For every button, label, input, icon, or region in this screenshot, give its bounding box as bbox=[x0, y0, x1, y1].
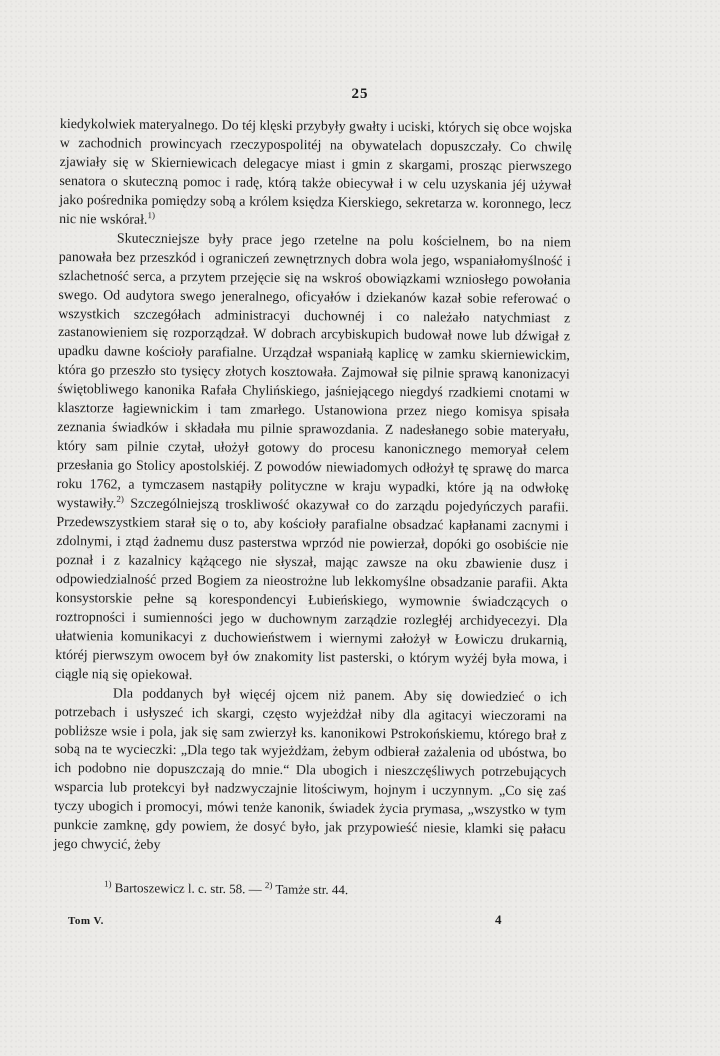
body-text bbox=[54, 116, 572, 860]
page-number: 25 bbox=[351, 86, 369, 102]
signature-mark: Tom V. bbox=[68, 915, 104, 927]
footnote-marker-2: 2) bbox=[264, 880, 273, 891]
footnote-text-1: Bartoszewicz l. c. str. 58. — bbox=[111, 880, 265, 897]
footnote-marker-1: 1) bbox=[103, 878, 112, 889]
footnotes bbox=[104, 880, 564, 900]
paragraph-1: kiedykolwiek materyalnego. Do téj klęski przybyły gwałty i uciski, których się obce wojska w zachodnich prowincyach rzeczypospolitéj na obywatelach dopuszczały. Co chwilę zjawiały się w Skierniewicach delegacye miast i gmin z skargami, prosząc pierwszego senatora o skuteczną pomoc i radę, którą także obiecywał i w celu uzyskania jéj używał jako pośrednika pomiędzy sobą a królem księdza Kierskiego, sekretarza w. koronnego, lecz nic nie wskórał.$^{1)}$ bbox=[59, 116, 572, 228]
footnote-text-2: Tamże str. 44. bbox=[272, 881, 349, 898]
footnote-ref-1: 1) bbox=[147, 209, 156, 220]
sheet-number: 4 bbox=[495, 912, 502, 927]
paragraph-2: Skuteczniejsze były prace jego rzetelne na polu kościelnem, bo na niem panowała bez przeszkód i ograniczeń zewnętrznych dobra wola jego, wspaniałomyślność i szlachetność serca, a przytem przejęcie się na wskroś obowiązkami wzniosłego powołania swego. Od audytora swego jeneralnego, oficyałów i dziekanów kazał sobie referować o wszystkich szczegółach administracyi duchownéj i co należało natychmiast z zastanowieniem się rozporządzał. W dobrach arcybiskupich budował nowe lub dźwigał z upadku dawne kościoły parafialne. Urządzał wspaniałą kaplicę w zamku skierniewickim, która go przeszło sto tysięcy złotych kosztowała. Zajmował się pilnie sprawą kanonizacyi świętobliwego kanonika Rafała Chylińskiego, jaśniejącego niegdyś rzadkiemi cnotami w klasztorze łagiewnickim i tam zmarłego. Ustanowiona przez niego komisya spisała zeznania świadków i składała mu pilnie sprawozdania. Z nadesłanego sobie materyału, który sam pilnie czytał, ułożył gotowy do procesu kanonicznego memoryał celem przesłania go Stolicy apostolskiéj. Z powodów niewiadomych odłożył tę sprawę do marca roku 1762, a tymczasem nastąpiły polityczne w kraju wypadki, które ją na odwłokę wystawiły.$^{2)}$ Szczególniejszą troskliwość okazywał co do zarządu pojedyńczych parafii. Przedewszystkiem starał się o to, aby kościoły parafialne obsadzać kapłanami zacnymi i zdolnymi, i ztąd żadnemu dusz pasterstwa wprzód nie powierzał, dopóki go osobiście nie poznał i z kazalnicy kążącego nie słyszał, mając zawsze na oku zbawienie dusz i odpowiedzialność przed Bogiem za nieostrożne lub lekkomyślne obsadzanie parafii. Akta konsystorskie pełne są korespondencyi Łubieńskiego, wymownie świadczących o roztropności i sumienności jego w duchownym zarządzie rozległéj archidyecezyi. Dla ułatwienia komunikacyi z duchowieństwem i wiernymi założył w Łowiczu drukarnią, któréj pierwszym owocem był ów znakomity list pasterski, o którym wyżéj była mowa, i ciągle nią się opiekował. bbox=[55, 231, 571, 683]
footnote-ref-2: 2) bbox=[116, 493, 124, 505]
paragraph-3: Dla poddanych był więcéj ojcem niż panem. Aby się dowiedzieć o ich potrzebach i usłyszeć ich skargi, często wyjeżdżał niby dla agitacyi wieczorami na pobliższe wsie i pola, jak się sam zwierzył ks. kanonikowi Pstrokońskiemu, którego brał z sobą na te wycieczki: „Dla tego tak wyjeżdżam, żebym odbierał zażalenia od ubóstwa, bo ich podobno nie dopuszczają do mnie.“ Dla ubogich i nieszczęśliwych potrzebujących wsparcia lub protekcyi był nadzwyczajnie litościwym, hojnym i uczynnym. „Co się zaś tyczy ubogich i promocyi, mówi tenże kanonik, świadek życia prymasa, „wszystko w tym punkcie zamknę, gdy powiem, że dosyć było, jak przypowieść niesie, klamki się pałacu jego chwycić, żeby bbox=[53, 686, 568, 854]
